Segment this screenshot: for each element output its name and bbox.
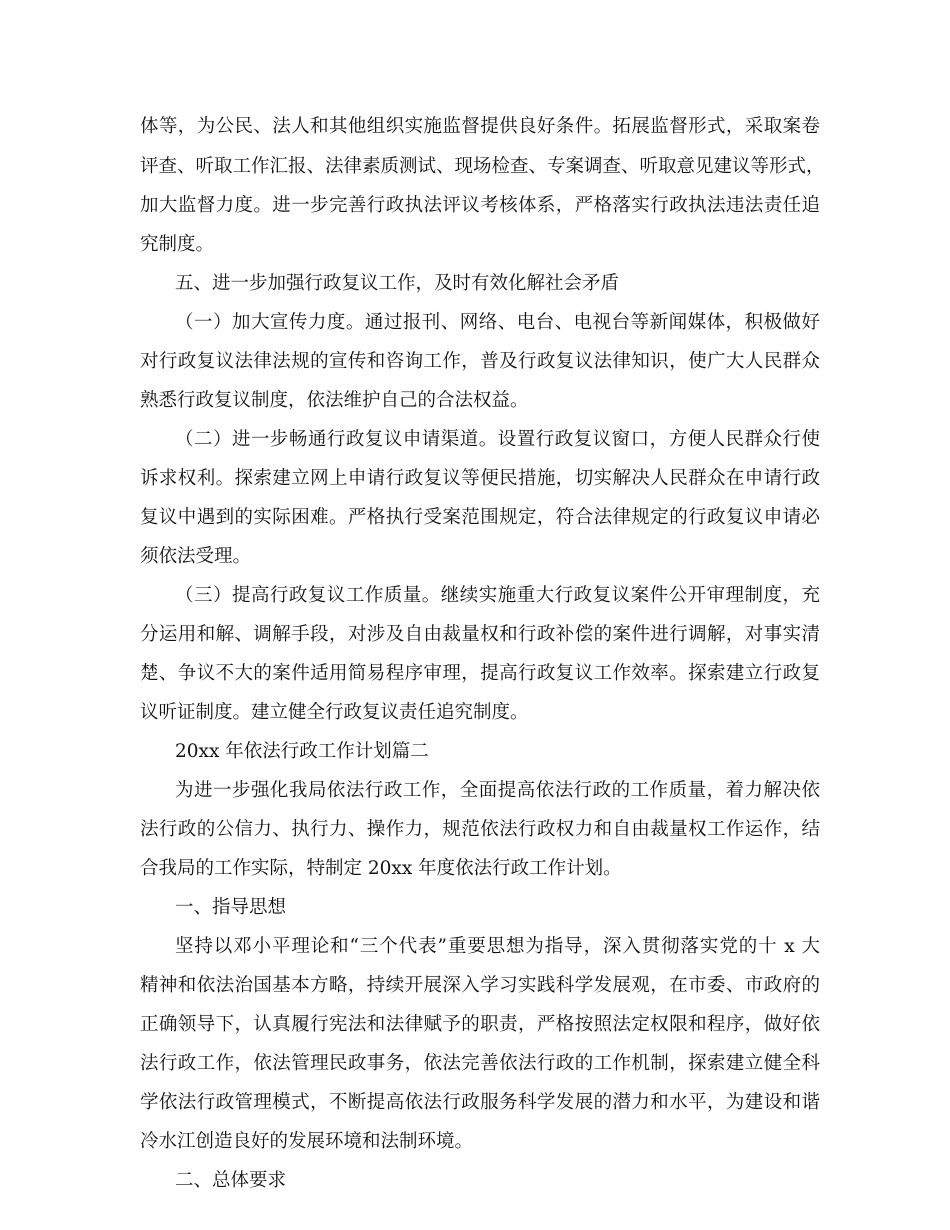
- body-text-line: 须依法受理。: [140, 546, 252, 567]
- body-text-line: 议听证制度。建立健全行政复议责任追究制度。: [140, 702, 529, 723]
- body-text-line: 冷水江创造良好的发展环境和法制环境。: [140, 1131, 474, 1152]
- body-text-line: 熟悉行政复议制度，依法维护自己的合法权益。: [140, 390, 529, 411]
- section-heading: 一、指导思想: [175, 897, 287, 918]
- body-text-line: 评查、听取工作汇报、法律素质测试、现场检查、专案调查、听取意见建议等形式，: [140, 156, 825, 177]
- body-text-line: 对行政复议法律法规的宣传和咨询工作，普及行政复议法律知识，使广大人民群众: [140, 351, 820, 372]
- body-text-line: （三）提高行政复议工作质量。继续实施重大行政复议案件公开审理制度，充: [175, 585, 820, 606]
- body-text-line: 体等，为公民、法人和其他组织实施监督提供良好条件。拓展监督形式，采取案卷: [140, 116, 820, 137]
- body-text-line: 楚、争议不大的案件适用简易程序审理，提高行政复议工作效率。探索建立行政复: [140, 663, 820, 684]
- body-text-line: 加大监督力度。进一步完善行政执法评议考核体系，严格落实行政执法违法责任追: [140, 195, 820, 216]
- body-text-line: 精神和依法治国基本方略，持续开展深入学习实践科学发展观，在市委、市政府的: [140, 975, 820, 996]
- body-text-line: 正确领导下，认真履行宪法和法律赋予的职责，严格按照法定权限和程序，做好依: [140, 1014, 820, 1035]
- body-text-line: 法行政的公信力、执行力、操作力，规范依法行政权力和自由裁量权工作运作，结: [140, 819, 820, 840]
- body-text-line: （二）进一步畅通行政复议申请渠道。设置行政复议窗口，方便人民群众行使: [175, 429, 820, 450]
- body-text-line: （一）加大宣传力度。通过报刊、网络、电台、电视台等新闻媒体，积极做好: [175, 312, 820, 333]
- body-text-line: 合我局的工作实际，特制定 20xx 年度依法行政工作计划。: [140, 858, 622, 879]
- body-text-line: 学依法行政管理模式，不断提高依法行政服务科学发展的潜力和水平，为建设和谐: [140, 1092, 820, 1113]
- body-text-line: 诉求权利。探索建立网上申请行政复议等便民措施，切实解决人民群众在申请行政: [140, 468, 820, 489]
- body-text-line: 法行政工作，依法管理民政事务，依法完善依法行政的工作机制，探索建立健全科: [140, 1053, 820, 1074]
- body-text-line: 复议中遇到的实际困难。严格执行受案范围规定，符合法律规定的行政复议申请必: [140, 507, 820, 528]
- body-text-line: 坚持以邓小平理论和“三个代表”重要思想为指导，深入贯彻落实党的十 x 大: [175, 936, 820, 957]
- body-text-line: 分运用和解、调解手段，对涉及自由裁量权和行政补偿的案件进行调解，对事实清: [140, 624, 820, 645]
- article-title: 20xx 年依法行政工作计划篇二: [175, 741, 429, 762]
- section-heading: 二、总体要求: [175, 1170, 287, 1191]
- section-heading: 五、进一步加强行政复议工作，及时有效化解社会矛盾: [175, 273, 620, 294]
- body-text-line: 究制度。: [140, 234, 215, 255]
- body-text-line: 为进一步强化我局依法行政工作，全面提高依法行政的工作质量，着力解决依: [175, 780, 820, 801]
